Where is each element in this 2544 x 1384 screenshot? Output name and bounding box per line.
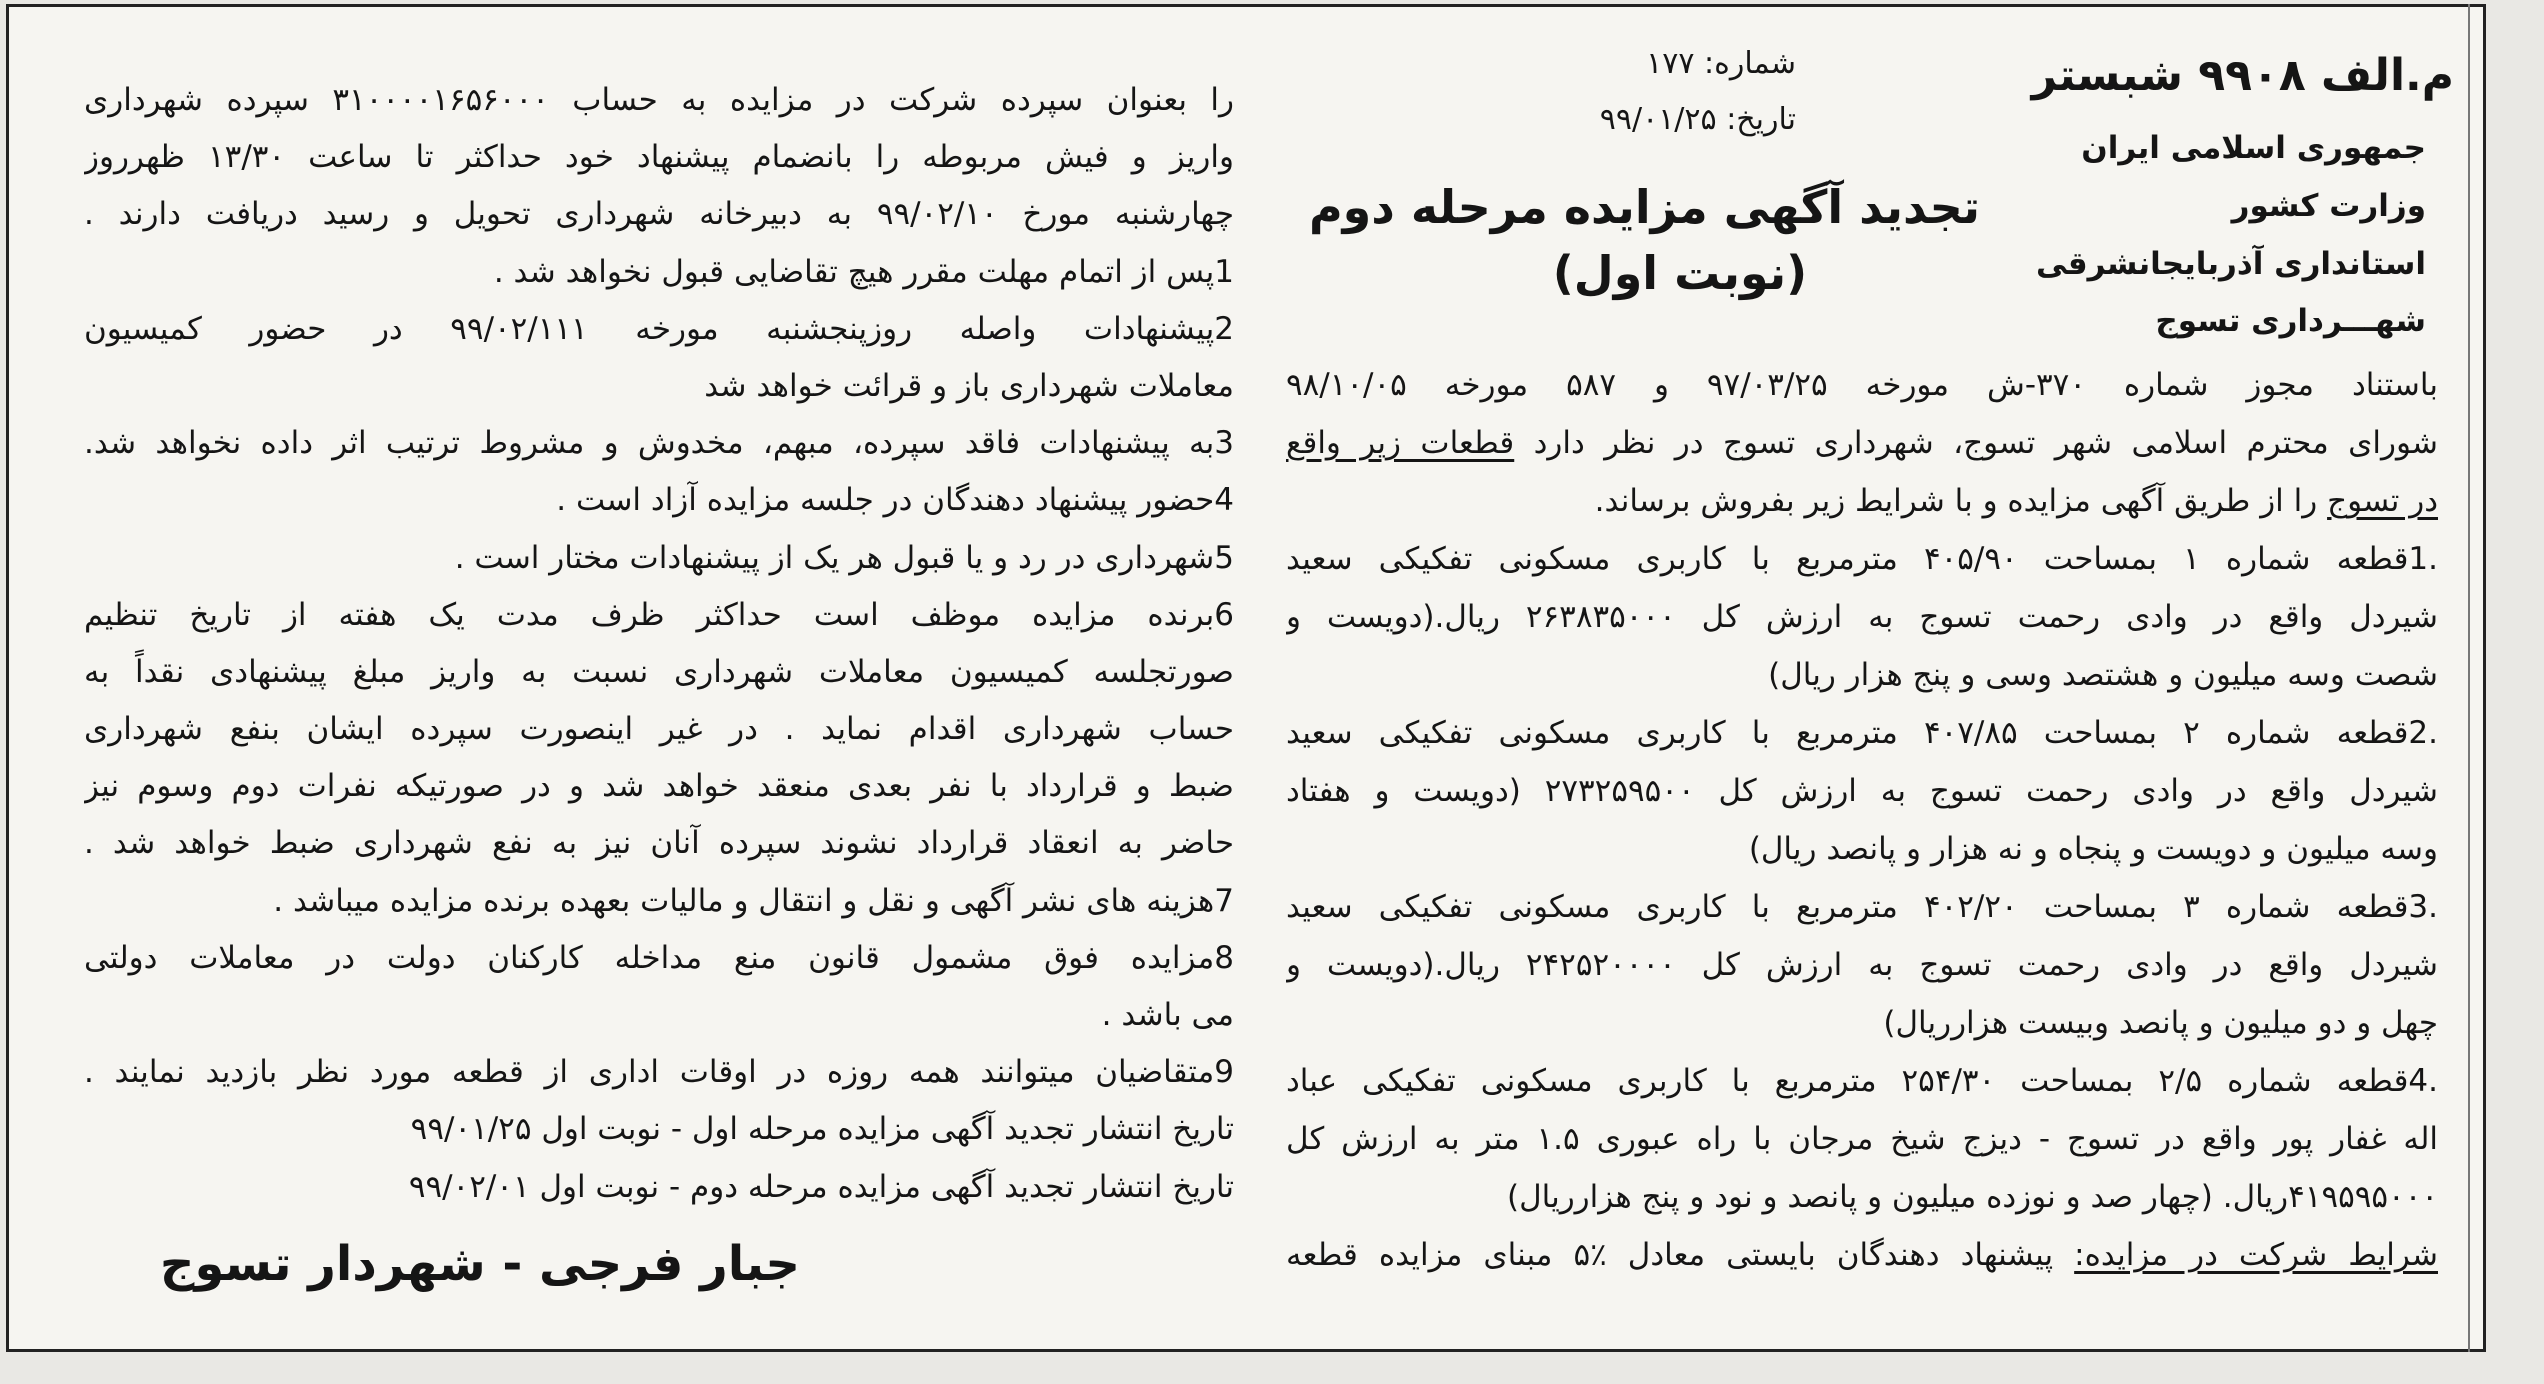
- text-line: [1286, 994, 2438, 1052]
- text-line: [84, 1044, 1234, 1101]
- text-line: [84, 873, 1234, 930]
- line-text: باستناد مجوز شماره ۳۷۰-ش مورخه ۹۷/۰۳/۲۵ و ۵۸۷ مورخه ۹۸/۱۰/۰۵: [1286, 367, 2438, 403]
- text-line: [1286, 936, 2438, 994]
- line-text: پیشنهاد دهندگان بایستی معادل ٪۵ مبنای مزایده قطعه: [1286, 1237, 2075, 1273]
- line-text: ضبط و قرارداد با نفر بعدی منعقد خواهد شد و در صورتیکه نفرات دوم وسوم نیز: [84, 768, 1234, 805]
- line-text: چهل و دو میلیون و پانصد وبیست هزارریال): [1883, 1005, 2438, 1041]
- line-text: معاملات شهرداری باز و قرائت خواهد شد: [704, 367, 1234, 404]
- text-line: [84, 987, 1234, 1044]
- line-text: شیردل واقع در وادی رحمت تسوج به ارزش کل ۲۴۲۵۲۰۰۰۰ ریال.(دویست و: [1286, 947, 2438, 983]
- text-line: [1286, 646, 2438, 704]
- text-line: [1286, 588, 2438, 646]
- line-text: شیردل واقع در وادی رحمت تسوج به ارزش کل ۲۶۳۸۳۵۰۰۰ ریال.(دویست و: [1286, 599, 2438, 635]
- left-column-text: [84, 72, 1234, 1216]
- text-line: [84, 72, 1234, 129]
- text-line: [84, 587, 1234, 644]
- text-line: [1286, 1168, 2438, 1226]
- text-line: [84, 415, 1234, 472]
- text-line: [1286, 1110, 2438, 1168]
- text-line: [84, 186, 1234, 243]
- line-text: حساب شهرداری اقدام نماید . در غیر اینصورت سپرده ایشان بنفع شهرداری: [84, 711, 1234, 748]
- notice-title: تجدید آگهی مزایده مرحله دوم: [1308, 180, 1980, 234]
- text-line: [84, 644, 1234, 701]
- underlined-text: قطعات زیر واقع: [1286, 425, 1515, 461]
- line-text: 7هزینه های نشر آگهی و نقل و انتقال و مالیات بعهده برنده مزایده میباشد .: [273, 882, 1234, 919]
- line-text: 1پس از اتمام مهلت مقرر هیچ تقاضایی قبول نخواهد شد .: [493, 253, 1234, 290]
- text-line: [1286, 356, 2438, 414]
- text-line: [84, 1101, 1234, 1158]
- line-text: 3به پیشنهادات فاقد سپرده، مبهم، مخدوش و مشروط ترتیب اثر داده نخواهد شد.: [84, 425, 1234, 462]
- line-text: واریز و فیش مربوطه را بانضمام پیشنهاد خود حداکثر تا ساعت ۱۳/۳۰ ظهرروز: [84, 139, 1234, 176]
- org-country: جمهوری اسلامی ایران: [2081, 130, 2426, 166]
- line-text: .3قطعه شماره ۳ بمساحت ۴۰۲/۲۰ مترمربع با کاربری مسکونی تفکیکی سعید: [1286, 889, 2438, 925]
- line-text: 2پیشنهادات واصله روزپنجشنبه مورخه ۹۹/۰۲/۱۱۱ در حضور کمیسیون: [84, 310, 1234, 347]
- line-text: صورتجلسه کمیسیون معاملات شهرداری نسبت به واریز مبلغ پیشنهادی نقداً به: [84, 653, 1234, 690]
- text-line: [84, 530, 1234, 587]
- text-line: [1286, 762, 2438, 820]
- line-text: چهارشنبه مورخ ۹۹/۰۲/۱۰ به دبیرخانه شهرداری تحویل و رسید دریافت دارند .: [84, 196, 1234, 233]
- text-line: [1286, 530, 2438, 588]
- text-line: [84, 1159, 1234, 1216]
- line-text: 5شهرداری در رد و یا قبول هر یک از پیشنهادات مختار است .: [454, 539, 1234, 576]
- line-text: .4قطعه شماره ۲/۵ بمساحت ۲۵۴/۳۰ مترمربع با کاربری مسکونی تفکیکی عباد: [1286, 1063, 2438, 1099]
- text-line: [84, 358, 1234, 415]
- text-line: [84, 472, 1234, 529]
- text-line: [1286, 1226, 2438, 1284]
- line-text: وسه میلیون و دویست و پنجاه و نه هزار و پانصد ریال): [1748, 831, 2438, 867]
- line-text: اله غفار پور واقع در تسوج - دیزج شیخ مرجان با راه عبوری ۱.۵ متر به ارزش کل: [1286, 1121, 2438, 1157]
- line-text: تاریخ انتشار تجدید آگهی مزایده مرحله دوم - نوبت اول ۹۹/۰۲/۰۱: [408, 1168, 1234, 1205]
- line-text: .2قطعه شماره ۲ بمساحت ۴۰۷/۸۵ مترمربع با کاربری مسکونی تفکیکی سعید: [1286, 715, 2438, 751]
- line-text: می باشد .: [1101, 997, 1234, 1033]
- notice-date: تاریخ: ۹۹/۰۱/۲۵: [1599, 102, 1796, 137]
- text-line: [84, 129, 1234, 186]
- text-line: [1286, 820, 2438, 878]
- text-line: [84, 301, 1234, 358]
- text-line: [1286, 704, 2438, 762]
- text-line: [1286, 1052, 2438, 1110]
- line-text: 8مزایده فوق مشمول قانون منع مداخله کارکنان دولت در معاملات دولتی: [84, 939, 1234, 976]
- line-text: .1قطعه شماره ۱ بمساحت ۴۰۵/۹۰ مترمربع با کاربری مسکونی تفکیکی سعید: [1286, 541, 2438, 577]
- text-line: [84, 701, 1234, 758]
- line-text: تاریخ انتشار تجدید آگهی مزایده مرحله اول - نوبت اول ۹۹/۰۱/۲۵: [410, 1111, 1234, 1148]
- text-line: [1286, 414, 2438, 472]
- text-line: [1286, 878, 2438, 936]
- line-text: 9متقاضیان میتوانند همه روزه در اوقات اداری از قطعه مورد نظر بازدید نمایند .: [84, 1054, 1234, 1091]
- line-text: شورای محترم اسلامی شهر تسوج، شهرداری تسوج در نظر دارد: [1514, 425, 2438, 461]
- notice-number: شماره: ۱۷۷: [1646, 46, 1796, 81]
- text-line: [84, 244, 1234, 301]
- underlined-text: در تسوج: [2327, 483, 2438, 519]
- text-line: [84, 930, 1234, 987]
- text-line: [84, 758, 1234, 815]
- ad-code: م.الف ۹۹۰۸ شبستر: [2031, 50, 2454, 101]
- line-text: شصت وسه میلیون و هشتصد وسی و پنج هزار ریال): [1768, 657, 2438, 693]
- line-text: حاضر به انعقاد قرارداد نشوند سپرده آنان نیز به نفع شهرداری ضبط خواهد شد .: [84, 825, 1234, 862]
- line-text: 6برنده مزایده موظف است حداکثر ظرف مدت یک هفته از تاریخ تنظیم: [84, 596, 1234, 633]
- underlined-text: شرایط شرکت در مزایده:: [2074, 1237, 2438, 1273]
- right-column-text: [1286, 356, 2438, 1284]
- line-text: 4حضور پیشنهاد دهندگان در جلسه مزایده آزاد است .: [556, 482, 1234, 519]
- org-ministry: وزارت کشور: [2231, 188, 2426, 224]
- text-line: [84, 815, 1234, 872]
- text-line: [1286, 472, 2438, 530]
- org-municipality: شهـــرداری تسوج: [2155, 303, 2426, 339]
- line-text: را بعنوان سپرده شرکت در مزایده به حساب ۳۱۰۰۰۰۱۶۵۶۰۰۰ سپرده شهرداری: [84, 82, 1234, 118]
- signature: جبار فرجی - شهردار تسوج: [159, 1236, 800, 1292]
- org-province: استانداری آذربایجانشرقی: [2035, 246, 2426, 282]
- page-edge-divider: [2468, 4, 2470, 1352]
- notice-subtitle: (نوبت اول): [1552, 246, 1808, 300]
- line-text: شیردل واقع در وادی رحمت تسوج به ارزش کل ۲۷۳۲۵۹۵۰۰ (دویست و هفتاد: [1286, 773, 2438, 809]
- line-text: ۴۱۹۵۹۵۰۰۰ریال. (چهار صد و نوزده میلیون و پانصد و نود و پنج هزارریال): [1507, 1179, 2438, 1215]
- line-text: را از طریق آگهی مزایده و با شرایط زیر بفروش برساند.: [1594, 483, 2328, 519]
